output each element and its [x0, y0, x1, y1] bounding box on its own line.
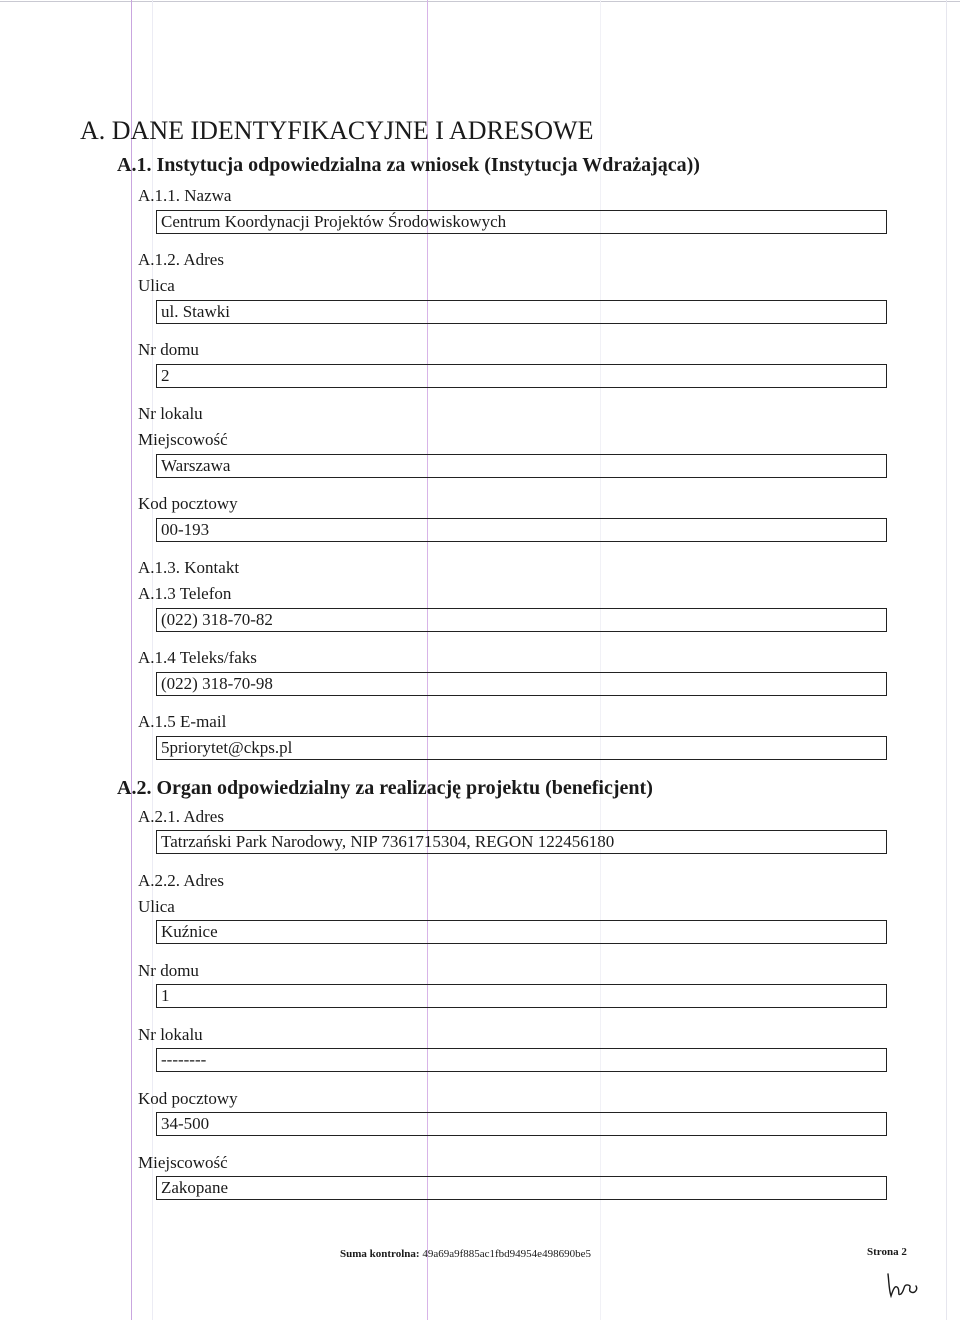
a1-name-field[interactable]: Centrum Koordynacji Projektów Środowiskowych	[156, 210, 887, 234]
a1-house-field[interactable]: 2	[156, 364, 887, 388]
a2-apartment-field[interactable]: --------	[156, 1048, 887, 1072]
a2-postcode-label: Kod pocztowy	[138, 1089, 238, 1108]
a2-city-label: Miejscowość	[138, 1153, 228, 1172]
a2-title: A.2. Organ odpowiedzialny za realizację projektu (beneficjent)	[117, 777, 653, 799]
page-number: Strona 2	[867, 1246, 907, 1258]
checksum-label: Suma kontrolna:	[340, 1248, 420, 1260]
checksum	[340, 1248, 591, 1260]
a1-fax-field[interactable]: (022) 318-70-98	[156, 672, 887, 696]
a1-email-field[interactable]: 5priorytet@ckps.pl	[156, 736, 887, 760]
a1-phone-label: A.1.3 Telefon	[138, 584, 232, 603]
a1-city-field[interactable]: Warszawa	[156, 454, 887, 478]
a1-name-label: A.1.1. Nazwa	[138, 186, 232, 205]
a1-phone-field[interactable]: (022) 318-70-82	[156, 608, 887, 632]
a1-address-label: A.1.2. Adres	[138, 250, 224, 269]
scan-top-line	[0, 1, 960, 2]
scan-artifact-line	[131, 0, 132, 1320]
a2-apartment-label: Nr lokalu	[138, 1025, 203, 1044]
a2-street-label: Ulica	[138, 897, 175, 916]
a2-house-field[interactable]: 1	[156, 984, 887, 1008]
a2-name-field[interactable]: Tatrzański Park Narodowy, NIP 7361715304, REGON 122456180	[156, 830, 887, 854]
a2-house-label: Nr domu	[138, 961, 199, 980]
a1-house-label: Nr domu	[138, 340, 199, 359]
a1-apartment-label: Nr lokalu	[138, 404, 203, 423]
a2-street-field[interactable]: Kuźnice	[156, 920, 887, 944]
checksum-value: 49a69a9f885ac1fbd94954e498690be5	[422, 1248, 591, 1260]
signature-initials	[885, 1270, 921, 1300]
a1-city-label: Miejscowość	[138, 430, 228, 449]
a1-street-label: Ulica	[138, 276, 175, 295]
section-heading: A. DANE IDENTYFIKACYJNE I ADRESOWE	[80, 116, 594, 145]
a2-city-field[interactable]: Zakopane	[156, 1176, 887, 1200]
a1-street-field[interactable]: ul. Stawki	[156, 300, 887, 324]
a1-email-label: A.1.5 E-mail	[138, 712, 227, 731]
a1-postcode-label: Kod pocztowy	[138, 494, 238, 513]
a2-address-label: A.2.2. Adres	[138, 871, 224, 890]
scan-artifact-line	[946, 0, 947, 1320]
a2-name-label: A.2.1. Adres	[138, 807, 224, 826]
a1-fax-label: A.1.4 Teleks/faks	[138, 648, 257, 667]
a1-contact-label: A.1.3. Kontakt	[138, 558, 240, 577]
a1-title: A.1. Instytucja odpowiedzialna za wniosek (Instytucja Wdrażająca))	[117, 154, 700, 176]
a2-postcode-field[interactable]: 34-500	[156, 1112, 887, 1136]
a1-postcode-field[interactable]: 00-193	[156, 518, 887, 542]
